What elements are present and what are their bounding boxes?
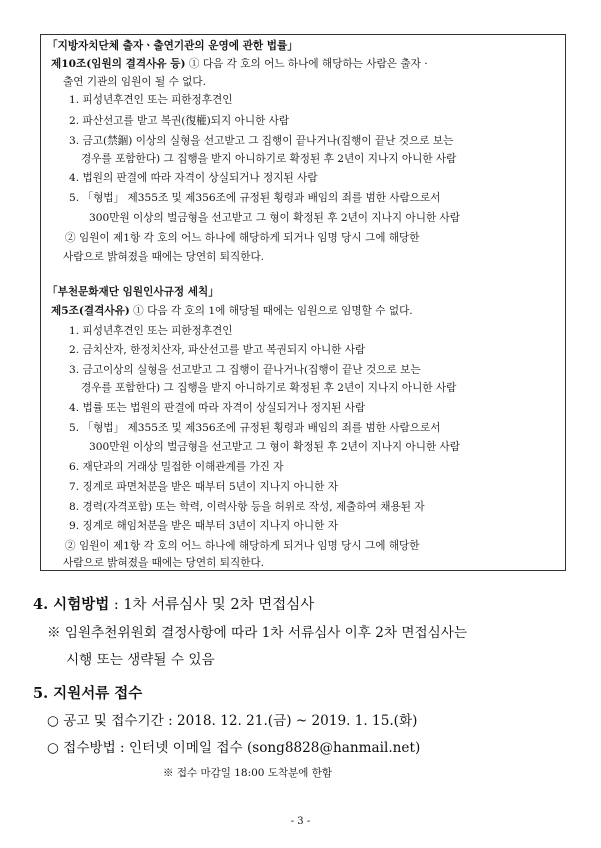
section-4-text: : 1차 서류심사 및 2차 면접심사 xyxy=(109,597,315,613)
list-item: 2. 파산선고를 받고 복권(復權)되지 아니한 사람 xyxy=(69,115,290,127)
list-item: 6. 재단과의 거래상 밀접한 이해관계를 가진 자 xyxy=(69,461,284,473)
list-item: 300만원 이상의 벌금형을 선고받고 그 형이 확정된 후 2년이 지나지 아니한 사람 xyxy=(89,441,461,453)
list-item: 3. 금고(禁錮) 이상의 실형을 선고받고 그 집행이 끝나거나(집행이 끝난 것으로 보는 xyxy=(69,135,454,147)
list-item: 8. 경력(자격포함) 또는 학력, 이력사항 등을 허위로 작성, 제출하여 채용된 자 xyxy=(69,501,425,513)
list-item: 1. 피성년후견인 또는 피한정후견인 xyxy=(69,94,233,106)
application-method: ○ 접수방법 : 인터넷 이메일 접수 (song8828@hanmail.net) xyxy=(47,740,421,756)
list-item: 4. 법률 또는 법원의 판결에 따라 자격이 상실되거나 정지된 사람 xyxy=(69,402,366,414)
article-10 xyxy=(51,57,428,71)
article-5-text: ① 다음 각 호의 1에 해당될 때에는 임원으로 임명할 수 없다. xyxy=(129,305,413,317)
section-5-heading: 5. 지원서류 접수 xyxy=(33,685,143,702)
law-title-1: 「지방자치단체 출자ㆍ출연기관의 운영에 관한 법률」 xyxy=(47,40,298,52)
paragraph-2-cont: 사람으로 밝혀졌을 때에는 당연히 퇴직한다. xyxy=(63,251,265,263)
law-title-2: 「부천문화재단 임원인사규정 세칙」 xyxy=(47,286,219,298)
list-item: 300만원 이상의 벌금형을 선고받고 그 형이 확정된 후 2년이 지나지 아니한 사람 xyxy=(89,212,461,224)
list-item: 경우를 포함한다) 그 집행을 받지 아니하기로 확정된 후 2년이 지나지 아니한 사람 xyxy=(81,382,457,394)
paragraph-2: ② 임원이 제1항 각 호의 어느 하나에 해당하게 되거나 임명 당시 그에 해당한 xyxy=(65,540,420,552)
list-item: 2. 금치산자, 한정치산자, 파산선고를 받고 복권되지 아니한 사람 xyxy=(69,344,366,356)
article-10-text-cont: 출연 기관의 임원이 될 수 없다. xyxy=(63,76,207,88)
article-5-heading: 제5조(결격사유) xyxy=(51,305,130,317)
list-item: 5. 「형법」 제355조 및 제356조에 규정된 횡령과 배임의 죄를 범한 사람으로서 xyxy=(69,192,441,204)
article-10-heading: 제10조(임원의 결격사유 등) xyxy=(51,58,186,70)
list-item: 1. 피성년후견인 또는 피한정후견인 xyxy=(69,325,233,337)
list-item: 4. 법원의 판결에 따라 자격이 상실되거나 정지된 사람 xyxy=(69,172,318,184)
list-item: 3. 금고이상의 실형을 선고받고 그 집행이 끝나거나(집행이 끝난 것으로 보는 xyxy=(69,364,421,376)
section-4-note-cont: 시행 또는 생략될 수 있음 xyxy=(66,652,215,668)
list-item: 5. 「형법」 제355조 및 제356조에 규정된 횡령과 배임의 죄를 범한 사람으로서 xyxy=(69,422,441,434)
article-10-text: ① 다음 각 호의 어느 하나에 해당하는 사람은 출자 · xyxy=(185,58,428,70)
deadline-note: ※ 접수 마감일 18:00 도착분에 한함 xyxy=(163,767,333,779)
section-4-heading: 4. 시험방법 xyxy=(33,596,110,613)
paragraph-2: ② 임원이 제1항 각 호의 어느 하나에 해당하게 되거나 임명 당시 그에 해당한 xyxy=(65,232,420,244)
article-5 xyxy=(51,304,413,318)
list-item: 경우를 포함한다) 그 집행을 받지 아니하기로 확정된 후 2년이 지나지 아니한 사람 xyxy=(81,153,457,165)
list-item: 7. 징계로 파면처분을 받은 때부터 5년이 지나지 아니한 자 xyxy=(69,481,338,493)
section-4-note: ※ 임원추천위원회 결정사항에 따라 1차 서류심사 이후 2차 면접심사는 xyxy=(47,625,468,641)
application-period: ○ 공고 및 접수기간 : 2018. 12. 21.(금) ~ 2019. 1. 15.(화) xyxy=(47,713,418,729)
regulation-box xyxy=(40,34,566,571)
list-item: 9. 징계로 해임처분을 받은 때부터 3년이 지나지 아니한 자 xyxy=(69,520,338,532)
section-4-title xyxy=(33,595,314,615)
paragraph-2-cont: 사람으로 밝혀졌을 때에는 당연히 퇴직한다. xyxy=(63,557,265,569)
page-number: - 3 - xyxy=(290,816,311,827)
